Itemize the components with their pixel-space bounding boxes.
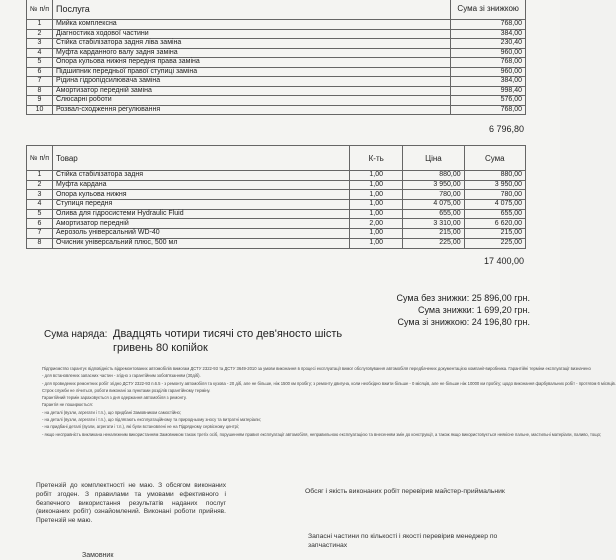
goods-row-qty: 1,00 xyxy=(350,229,403,239)
goods-row-price: 4 075,00 xyxy=(403,200,464,210)
goods-row-num: 1 xyxy=(27,171,53,181)
goods-row-num: 6 xyxy=(27,219,53,229)
goods-total: 17 400,00 xyxy=(483,256,524,266)
goods-row-name: Стійка стабілізатора задня xyxy=(52,171,349,181)
services-row-num: 7 xyxy=(27,77,53,87)
parts-check-text: Запасні частини по кількості і якості перевірив менеджер по запчастинах xyxy=(308,533,498,549)
services-row-sum: 384,00 xyxy=(451,29,526,39)
client-statement: Претензій до комплектності не маю. З обсягом виконаних робіт згоден. З правилами та умовами ефективного і безпечного використання результатів наданих послуг (виконаних робіт) ознайомлений. Виконані роботи прийняв. Претензій не маю. xyxy=(36,482,226,525)
goods-row-sum: 655,00 xyxy=(464,209,525,219)
goods-header-name: Товар xyxy=(52,146,349,171)
services-row-name: Розвал-сходження регулювання xyxy=(52,105,450,115)
order-sum-words xyxy=(113,327,373,355)
services-row-name: Муфта карданного валу задня заміна xyxy=(52,48,450,58)
services-header-name: Послуга xyxy=(52,0,450,20)
goods-row xyxy=(27,200,526,210)
goods-row-price: 780,00 xyxy=(403,190,464,200)
goods-row-qty: 1,00 xyxy=(350,200,403,210)
services-total: 6 796,80 xyxy=(488,124,524,134)
goods-row-sum: 880,00 xyxy=(464,171,525,181)
warranty-line: - на придбані деталі (вузли, агрегати і т.п.), які були встановлені не на Підрядному сервісному центрі; xyxy=(42,424,240,430)
warranty-line: - для встановлених запасних частин - згідно з гарантійним зобов'язанням (30діб). xyxy=(42,373,201,379)
goods-header-num: № п/п xyxy=(27,146,53,171)
services-header-row xyxy=(27,0,526,20)
order-sum-label: Сума наряда: xyxy=(44,329,108,340)
services-row-num: 3 xyxy=(27,39,53,49)
goods-row-sum: 780,00 xyxy=(464,190,525,200)
goods-row-price: 3 950,00 xyxy=(403,180,464,190)
goods-header-qty: К-ть xyxy=(350,146,403,171)
services-row-name: Рідина гідропідсилювача заміна xyxy=(52,77,450,87)
sum-with-discount: Сума зі знижкою: 24 196,80 грн. xyxy=(397,317,530,327)
warranty-line: Строк служби не лічиться, роботи виконані за пунктами розділів гарантійному терміну. xyxy=(42,387,211,393)
goods-row xyxy=(27,229,526,239)
goods-row-qty: 1,00 xyxy=(350,190,403,200)
goods-row xyxy=(27,238,526,248)
services-body xyxy=(27,20,526,115)
services-row xyxy=(27,67,526,77)
goods-row-num: 5 xyxy=(27,209,53,219)
services-row-sum: 960,00 xyxy=(451,48,526,58)
services-row-sum: 230,40 xyxy=(451,39,526,49)
goods-header-sum: Сума xyxy=(464,146,525,171)
goods-row-price: 215,00 xyxy=(403,229,464,239)
goods-row xyxy=(27,180,526,190)
services-row xyxy=(27,96,526,106)
warranty-line: - на деталі (вузли, агрегати і т.п.), що підлягають експлуатаційному та природньому зносу та витратні матеріали; xyxy=(42,417,261,423)
goods-row-sum: 4 075,00 xyxy=(464,200,525,210)
goods-row-price: 3 310,00 xyxy=(403,219,464,229)
services-row-num: 9 xyxy=(27,96,53,106)
services-row-name: Мийка комплексна xyxy=(52,20,450,30)
services-row xyxy=(27,29,526,39)
client-label: Замовник xyxy=(82,552,114,559)
goods-row-name: Муфта кардана xyxy=(52,180,349,190)
services-row-sum: 768,00 xyxy=(451,105,526,115)
warranty-line: - якщо несправність викликана неналежним використанням Замовником також третіх осіб, порушенням правил експлуатації автомобіля, неправильною експлуатацією та внесенням змін до конструкції, а також якщо використовується неякісне пальне, мастильні матеріали, паливо, тощо; xyxy=(42,431,602,437)
warranty-line: Підприємство гарантує відповідність відремонтованих автомобілів вимогам ДСТУ 2322-93 та ДСТУ 3649-2010 за умови виконання в процесі експлуатації вимог обслуговування автомобіля передбачених документацією компанії-виробника. Гарантійні терміни експлуатації визначено xyxy=(42,366,591,371)
goods-row-num: 3 xyxy=(27,190,53,200)
services-row-num: 8 xyxy=(27,86,53,96)
goods-row xyxy=(27,219,526,229)
sum-discount: Сума знижки: 1 699,20 грн. xyxy=(418,305,530,315)
services-row-sum: 576,00 xyxy=(451,96,526,106)
services-row-name: Опора кульова нижня передня права заміна xyxy=(52,58,450,68)
goods-row-name: Олива для гідросистеми Hydraulic Fluid xyxy=(52,209,349,219)
services-row-name: Слюсарні роботи xyxy=(52,96,450,106)
services-row-name: Діагностика ходової частини xyxy=(52,29,450,39)
goods-row-price: 880,00 xyxy=(403,171,464,181)
goods-row-qty: 1,00 xyxy=(350,238,403,248)
services-table xyxy=(26,0,526,115)
warranty-line: - на деталі (вузли, агрегати і т.п.), що придбані Замовником самостійно; xyxy=(42,409,182,415)
goods-row-num: 2 xyxy=(27,180,53,190)
warranty-text xyxy=(42,365,616,438)
services-row-sum: 384,00 xyxy=(451,77,526,87)
goods-row-sum: 225,00 xyxy=(464,238,525,248)
warranty-line: Гарантія не поширюється: xyxy=(42,402,93,408)
goods-row-name: Опора кульова нижня xyxy=(52,190,349,200)
services-row xyxy=(27,86,526,96)
goods-row-qty: 1,00 xyxy=(350,180,403,190)
services-row-name: Амортизатор передній заміна xyxy=(52,86,450,96)
goods-row-num: 7 xyxy=(27,229,53,239)
services-row-sum: 960,00 xyxy=(451,67,526,77)
goods-body xyxy=(27,171,526,249)
services-row-num: 5 xyxy=(27,58,53,68)
goods-row xyxy=(27,190,526,200)
goods-row-name: Очисник універсальний плюс, 500 мл xyxy=(52,238,349,248)
order-sum-words-line1: Двадцять чотири тисячі сто дев'яносто шість xyxy=(113,328,343,340)
services-row xyxy=(27,39,526,49)
services-row-sum: 768,00 xyxy=(451,58,526,68)
services-row-name: Підшипник передньої правої ступиці заміна xyxy=(52,67,450,77)
services-row-num: 6 xyxy=(27,67,53,77)
goods-row-qty: 2,00 xyxy=(350,219,403,229)
goods-row xyxy=(27,171,526,181)
goods-row-name: Амортизатор передній xyxy=(52,219,349,229)
goods-header-row xyxy=(27,146,526,171)
services-row xyxy=(27,58,526,68)
goods-row xyxy=(27,209,526,219)
goods-row-price: 655,00 xyxy=(403,209,464,219)
goods-row-qty: 1,00 xyxy=(350,171,403,181)
goods-row-price: 225,00 xyxy=(403,238,464,248)
services-row xyxy=(27,77,526,87)
goods-row-name: Аерозоль універсальний WD-40 xyxy=(52,229,349,239)
services-row-name: Стійка стабілізатора задня ліва заміна xyxy=(52,39,450,49)
services-row xyxy=(27,20,526,30)
services-row-sum: 998,40 xyxy=(451,86,526,96)
services-row-num: 1 xyxy=(27,20,53,30)
order-sum-words-line2: гривень 80 копійок xyxy=(113,342,208,354)
goods-header-price: Ціна xyxy=(403,146,464,171)
goods-row-num: 4 xyxy=(27,200,53,210)
goods-table xyxy=(26,145,526,249)
goods-row-sum: 6 620,00 xyxy=(464,219,525,229)
goods-row-name: Ступиця передня xyxy=(52,200,349,210)
goods-row-num: 8 xyxy=(27,238,53,248)
sum-without-discount: Сума без знижки: 25 896,00 грн. xyxy=(396,293,530,303)
warranty-line: - для проведених ремонтних робіт згідно ДСТУ 2322-93 п.6.5 - з ремонту автомобіля та кузова - 20 діб, але не більше, ніж 1500 км пробігу; з ремонту двигуна, коли необхідно вжити більше - 0 місяців, але не більше ніж 10000 км пробігу; щодо виконання фарбувальних робіт - протягом 6 місяців. xyxy=(42,380,616,386)
services-header-sum: Сума зі знижкою xyxy=(451,0,526,20)
services-row xyxy=(27,105,526,115)
goods-row-sum: 215,00 xyxy=(464,229,525,239)
master-check-text: Обсяг і якість виконаних робіт перевірив майстер-приймальник xyxy=(305,488,505,495)
warranty-line: Гарантійний термін зараховується з дня одержання автомобіля з ремонту. xyxy=(42,395,187,401)
services-row-num: 2 xyxy=(27,29,53,39)
services-header-num: № п/п xyxy=(27,0,53,20)
goods-row-sum: 3 950,00 xyxy=(464,180,525,190)
services-row-sum: 768,00 xyxy=(451,20,526,30)
goods-row-qty: 1,00 xyxy=(350,209,403,219)
services-row-num: 4 xyxy=(27,48,53,58)
services-row xyxy=(27,48,526,58)
services-row-num: 10 xyxy=(27,105,53,115)
